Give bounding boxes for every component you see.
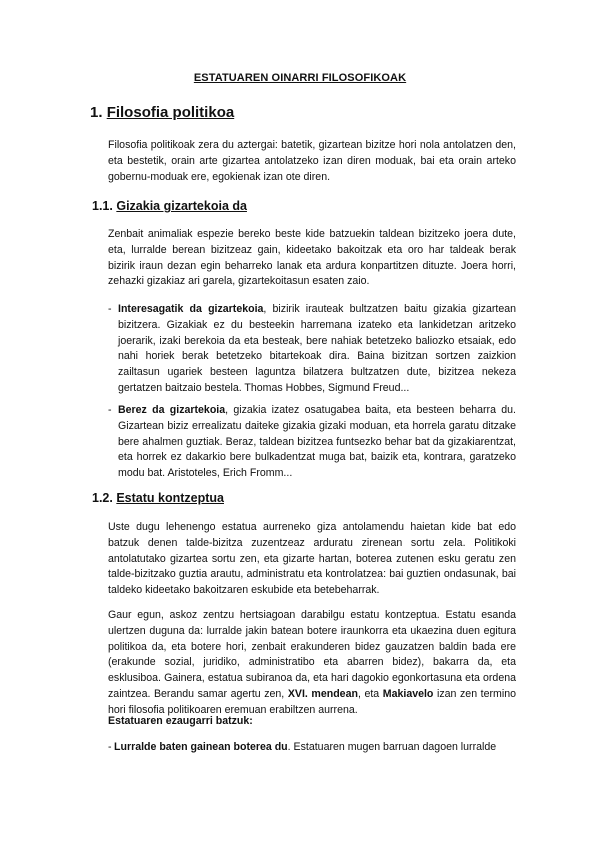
section-1-1-title: Gizakia gizartekoia da [116,199,247,213]
bullet-item [108,302,516,397]
century-emphasis: XVI. mendean [287,687,358,700]
section-1-heading [90,104,234,121]
paragraph-text: , eta [357,687,383,700]
paragraph-text: Gaur egun, askoz zentzu hertsiagoan darabilgu estatu kontzeptua. Estatu esanda ulertzen duguna da: lurralde jakin batean botere iraunkorra eta ukaezina duen egitura politikoa da, eta botere hori, zenbait erakunderen bidez gauzatzen baldin bada ere (erakunde sozial, juridiko, administratibo eta abarren bidez), bakarra da, eta esklusiboa. Gainera, estatua subiranoa da, eta hari dagokio egonkortasuna eta ordena zaintzea. Berandu samar agertu zen, [108,609,516,700]
bullet-dash: - [108,303,112,315]
features-heading: Estatuaren ezaugarri batzuk: [108,715,253,727]
bullet-text [108,403,516,482]
section-1-2-paragraph-1: Uste dugu lehenengo estatua aurreneko giza antolamendu haietan kide bat edo batzuk denen talde-bizitza zuzentzeaz arduratu zirenean sortu zela. Politikoki antolatutako gizartea sortu zen, eta gizarte hartan, boterea zutenen esku geratu zen talde-bizitzako guztia arautu, administratu eta kontrolatzea: bai guztien ondasunak, bai taldeko kideetako bakoitzaren eskubide eta betebeharrak. [108,521,516,597]
author-emphasis: Makiavelo [382,687,434,700]
section-1-number: 1. [90,104,103,121]
bullet-body: , gizakia izatez osatugabea baita, eta besteen beharra du. Gizartean biziz errealizatu daiteke gizakia gizaki moduan, eta horrela garatu ditzake bere ahalmen guztiak. Beraz, taldean bizitzea funtsezko behar bat da gizakiarentzat, eta horrek ez dakarkio bere bulkadentzat muga bat, baizik eta, kontrara, garatzeko modu bat. Aristoteles, Erich Fromm... [118,404,516,480]
bullet-lead: Lurralde baten gainean boterea du [114,741,288,753]
bullet-item [108,403,516,482]
bullet-dash: - [108,404,112,416]
bullet-text [108,302,516,397]
bullet-dash: - [108,741,112,753]
document-title: ESTATUAREN OINARRI FILOSOFIKOAK [193,72,407,84]
bullet-lead: Interesagatik da gizartekoia [118,303,264,315]
section-1-2-title: Estatu kontzeptua [116,491,224,505]
section-1-1-number: 1.1. [92,199,113,213]
section-1-1-heading [92,199,247,213]
paragraph-text: izan zen termino hori filosofia politikoaren eremuan erabiltzen aurrena. [108,687,516,716]
section-1-2-heading [92,491,224,505]
section-1-title: Filosofia politikoa [106,104,235,121]
bullet-body: , bizirik irauteak bultzatzen baitu gizakia gizartean bizitzera. Gizakiak ez du besteekin harremana izateko eta lankidetzan aritzeko joerarik, izaki berekoia da eta besteak, bere nahiak betetzeko baliozko etsaiak, edo nahi horiek berak betetzeko bitartekoak dira. Baina bizitzan sortzen zaizkion zailtasun ugariek besteen laguntza bilatzera bultzatzen dute, bizitzea nekeza gertatzen baitzaio bestela. Thomas Hobbes, Sigmund Freud... [118,303,517,394]
bullet-item [108,740,516,756]
bullet-text [108,740,516,756]
section-1-2-number: 1.2. [92,491,113,505]
section-1-intro: Filosofia politikoak zera du aztergai: batetik, gizartean bizitze hori nola antolatzen den, eta bestetik, orain arte gizartea antolatzeko izan diren moduak, bai eta orain arteko gobernu-moduak ere, egokienak izan ote diren. [108,139,516,183]
section-1-2-paragraph-2 [108,608,516,719]
bullet-lead: Berez da gizartekoia [118,404,226,416]
section-1-1-intro: Zenbait animaliak espezie bereko beste kide batzuekin taldean bizitzeko joera dute, eta, lurralde berean bizitzeaz gain, kideetako bakoitzak eta oro har taldeak berak bizirik iraun dezan egin beharreko lanak eta ardura konpartitzen dituzte. Joera horri, zehazki gizakiaz ari garela, gizartekoitasun esaten zaio. [108,228,516,288]
bullet-body: . Estatuaren mugen barruan dagoen lurralde [287,741,497,753]
